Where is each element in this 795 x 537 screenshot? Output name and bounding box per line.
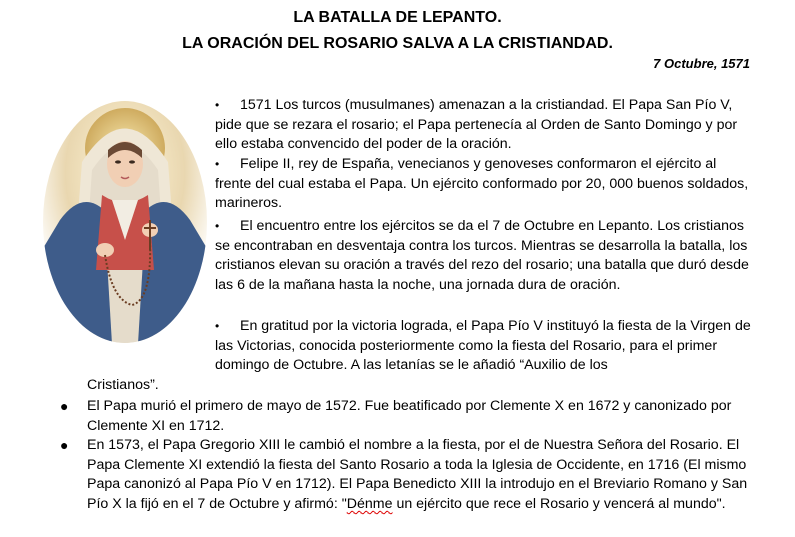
- bullet: •: [215, 219, 220, 233]
- paragraph-3: [215, 217, 755, 295]
- paragraph-1: [215, 96, 755, 155]
- title-line-2: LA ORACIÓN DEL ROSARIO SALVA A LA CRISTIANDAD.: [182, 35, 613, 52]
- date-label: 7 Octubre, 1571: [653, 56, 750, 71]
- title-line-1: LA BATALLA DE LEPANTO.: [293, 9, 502, 26]
- bullet: ●: [60, 398, 69, 414]
- virgin-portrait-image: [42, 100, 208, 344]
- paragraph-6-text-b: un ejército que rece el Rosario y vencerá al mundo".: [392, 495, 726, 512]
- paragraph-5: El Papa murió el primero de mayo de 1572. Fue beatificado por Clemente X en 1672 y canonizado por Clemente XI en 1712.: [87, 398, 732, 434]
- paragraph-6: [87, 436, 757, 514]
- paragraph-4-tail: Cristianos”.: [87, 377, 159, 393]
- paragraph-1-text: 1571 Los turcos (musulmanes) amenazan a la cristiandad. El Papa San Pío V, pide que se rezara el rosario; el Papa pertenecía al Orden de Santo Domingo y por ello estaba convencido del poder de la oración.: [215, 97, 738, 153]
- paragraph-4-text: En gratitud por la victoria lograda, el Papa Pío V instituyó la fiesta de la Virgen de las Victorias, conocida posteriormente como la fiesta del Rosario, para el primer domingo de Octubre. A las letanías se le añadió “Auxilio de los: [215, 318, 751, 374]
- bullet: •: [215, 98, 220, 112]
- spellcheck-word: Dénme: [346, 495, 393, 512]
- paragraph-2: [215, 155, 755, 214]
- paragraph-4: [215, 317, 755, 376]
- bullet: •: [215, 319, 220, 333]
- paragraph-2-text: Felipe II, rey de España, venecianos y genoveses conformaron el ejército al frente del cual estaba el Papa. Un ejército conformado por 20, 000 buenos soldados, marineros.: [215, 156, 749, 212]
- paragraph-6-text-a: En 1573, el Papa Gregorio XIII le cambió el nombre a la fiesta, por el de Nuestra Señora del Rosario. El Papa Clemente XI extendió la fiesta del Santo Rosario a toda la Iglesia de Occidente, en 1716 (El mismo Papa canonizó al Papa Pío V en 1712). El Papa Benedicto XIII la introdujo en el Breviario Romano y San Pío X la fijó en el 7 de Octubre y afirmó: ": [87, 437, 748, 512]
- paragraph-3-text: El encuentro entre los ejércitos se da el 7 de Octubre en Lepanto. Los cristianos se encontraban en desventaja contra los turcos. Mientras se desarrolla la batalla, los cristianos elevan su oración a través del rezo del rosario; una batalla que duró desde las 6 de la mañana hasta la noche, una jornada dura de oración.: [215, 218, 749, 293]
- bullet: •: [215, 157, 220, 171]
- bullet: ●: [60, 437, 69, 453]
